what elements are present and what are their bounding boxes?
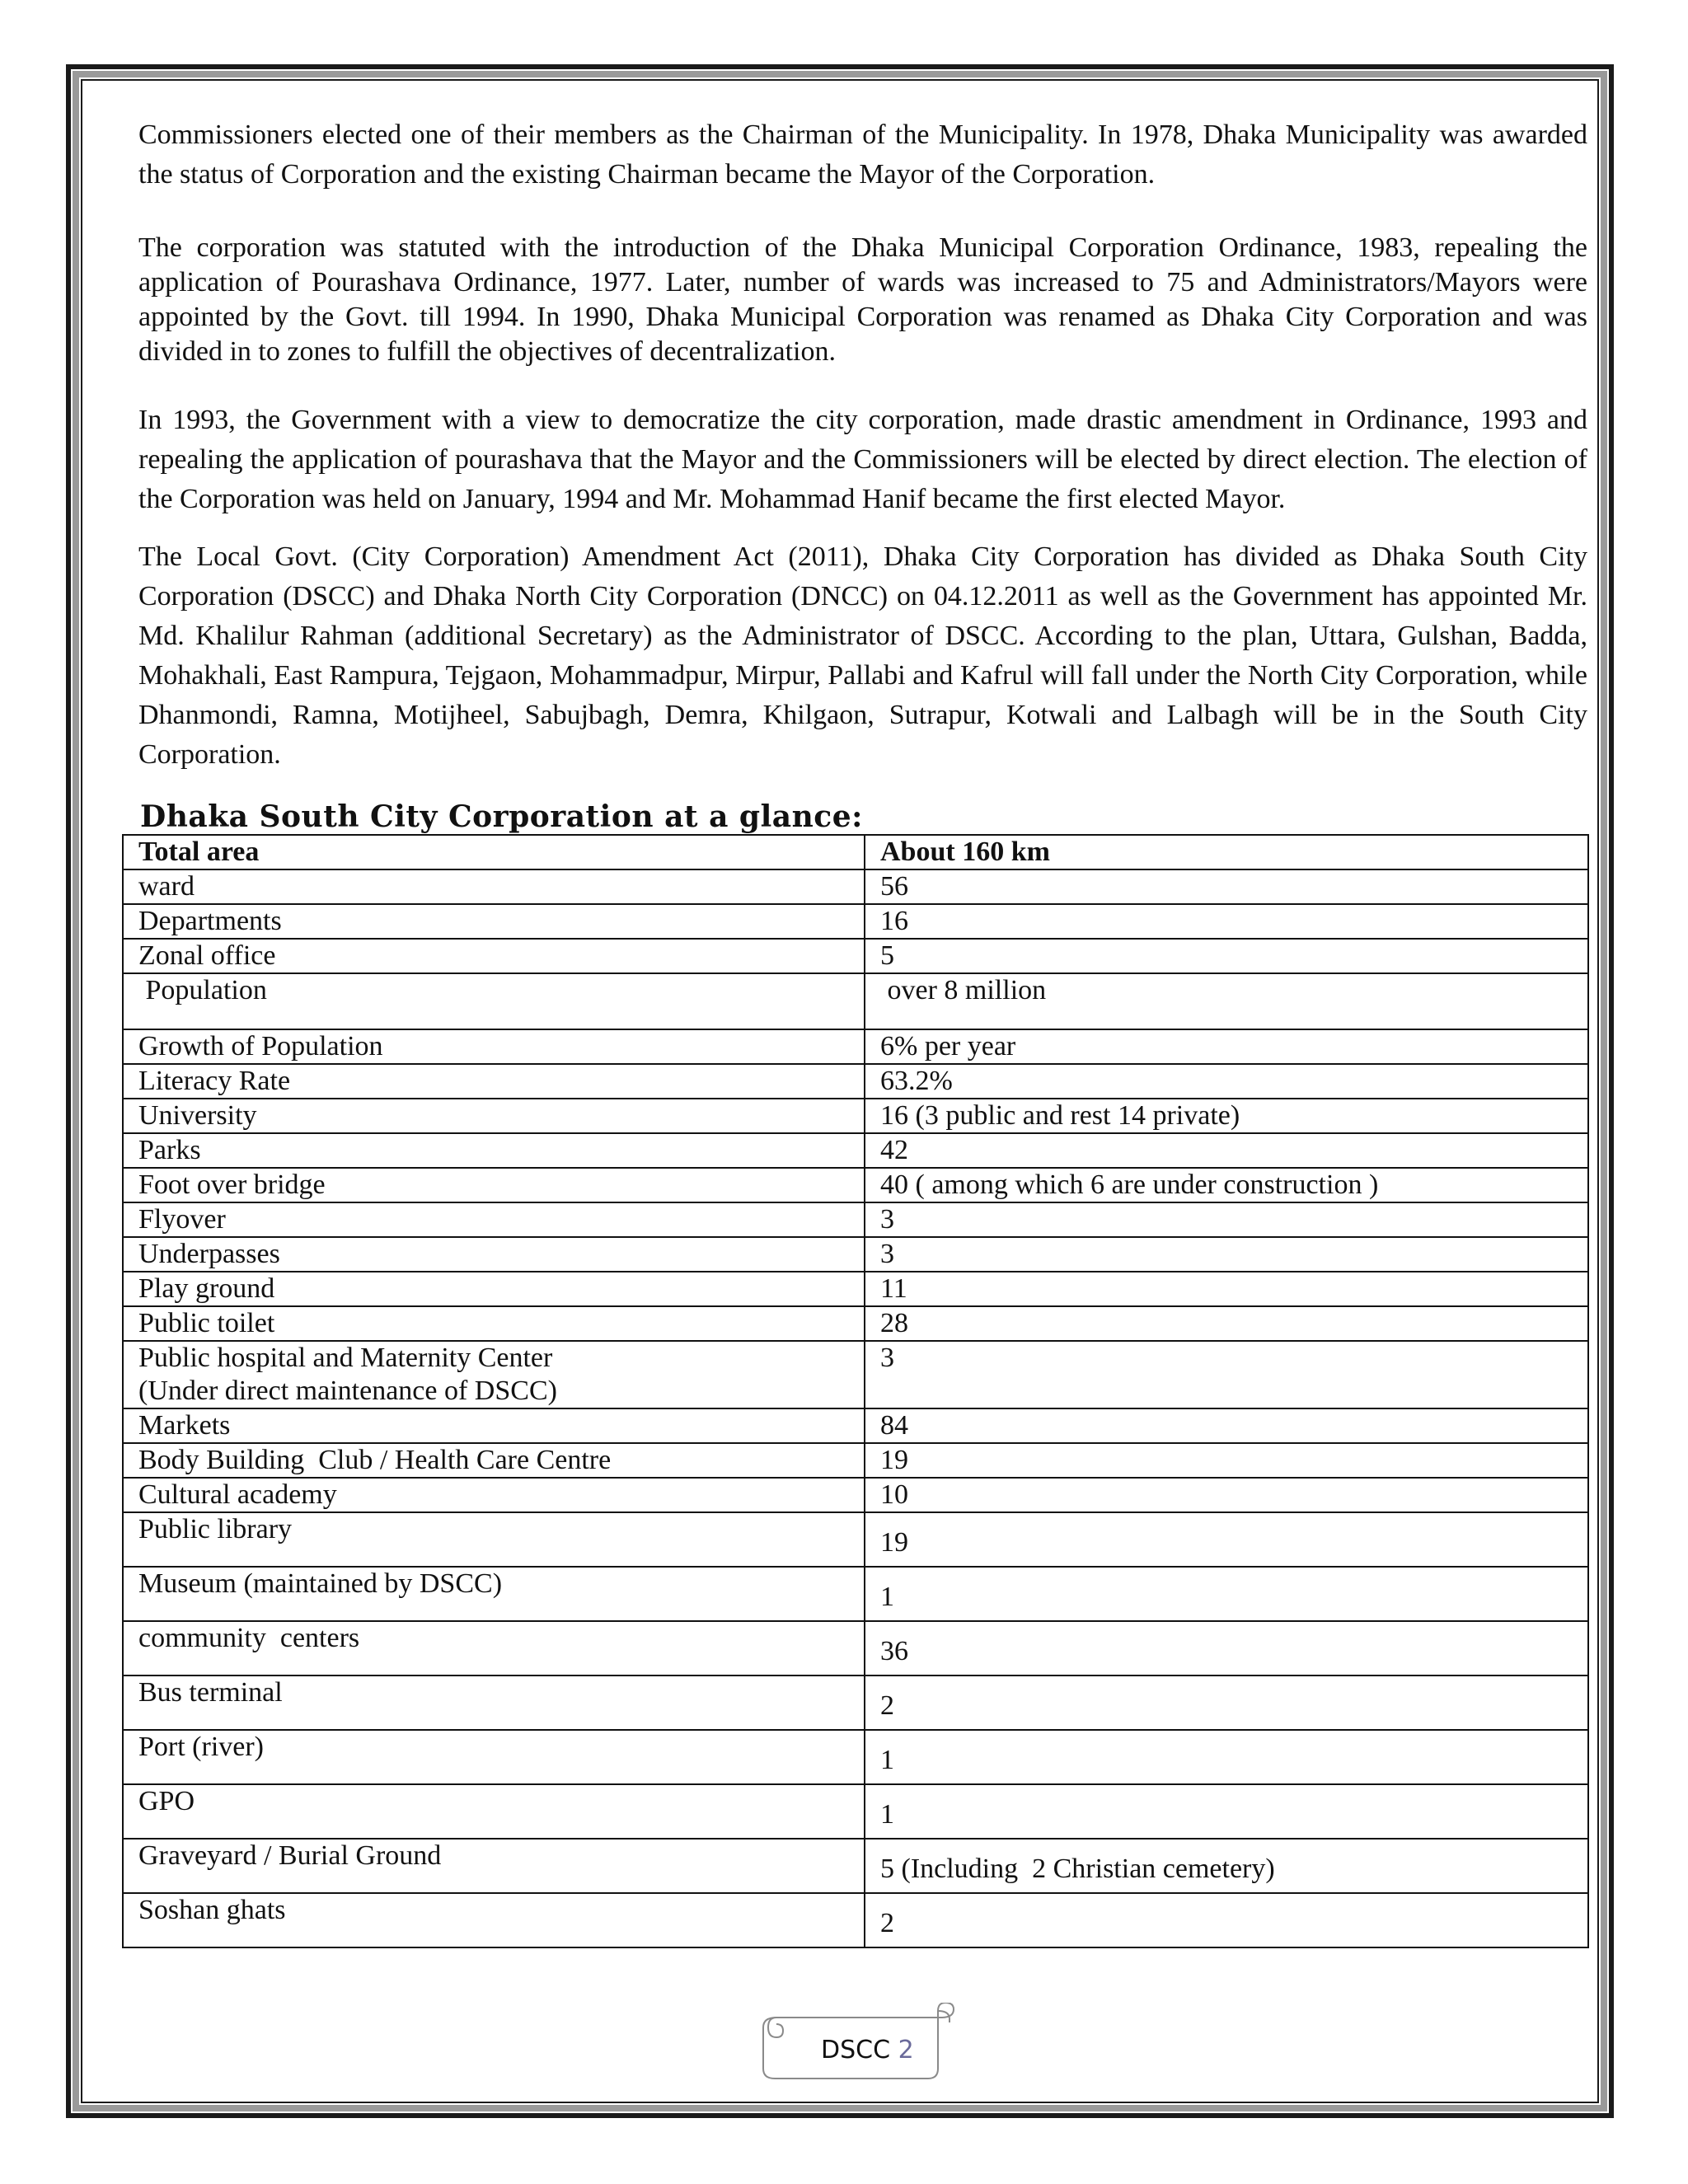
table-row (123, 1512, 1588, 1567)
table-cell: 3 (865, 1237, 1588, 1272)
table-cell: University (123, 1099, 865, 1133)
table-header-cell: About 160 km (865, 835, 1588, 869)
table-row (123, 973, 1588, 1029)
table-header-cell: Total area (123, 835, 865, 869)
table-cell: 16 (865, 904, 1588, 939)
table-cell: ward (123, 869, 865, 904)
paragraph-4: The Local Govt. (City Corporation) Amendment Act (2011), Dhaka City Corporation has divided as Dhaka South City Corporation (DSCC) and Dhaka North City Corporation (DNCC) on 04.12.2011 as well as the Government has appointed Mr. Md. Khalilur Rahman (additional Secretary) as the Administrator of DSCC. According to the plan, Uttara, Gulshan, Badda, Mohakhali, East Rampura, Tejgaon, Mohammadpur, Mirpur, Pallabi and Kafrul will fall under the North City Corporation, while Dhanmondi, Ramna, Motijheel, Sabujbagh, Demra, Khilgaon, Sutrapur, Kotwali and Lalbagh will be in the South City Corporation. (138, 541, 1587, 770)
table-row (123, 904, 1588, 939)
table-row (123, 1408, 1588, 1443)
table-cell: 3 (865, 1202, 1588, 1237)
table-row (123, 1730, 1588, 1784)
table-cell: Public toilet (123, 1306, 865, 1341)
table-cell: Body Building Club / Health Care Centre (123, 1443, 865, 1478)
table-cell: 1 (865, 1730, 1588, 1784)
paragraph-3: In 1993, the Government with a view to democratize the city corporation, made drastic amendment in Ordinance, 1993 and repealing the application of pourashava that the Mayor and the Commissioners will be elected by direct election. The election of the Corporation was held on January, 1994 and Mr. Mohammad Hanif became the first elected Mayor. (138, 405, 1587, 514)
table-cell: 36 (865, 1621, 1588, 1675)
table-row (123, 1784, 1588, 1839)
table-cell: Port (river) (123, 1730, 865, 1784)
glance-table (122, 834, 1589, 1948)
table-cell: Departments (123, 904, 865, 939)
table-row (123, 1567, 1588, 1621)
table-cell: Markets (123, 1408, 865, 1443)
table-row (123, 1202, 1588, 1237)
table-cell: Public hospital and Maternity Center (Under direct maintenance of DSCC) (123, 1341, 865, 1408)
table-cell: Museum (maintained by DSCC) (123, 1567, 865, 1621)
table-cell: 1 (865, 1567, 1588, 1621)
table-cell: 5 (865, 939, 1588, 973)
table-cell: 11 (865, 1272, 1588, 1306)
page-number: 2 (898, 2036, 914, 2064)
table-row (123, 1272, 1588, 1306)
table-cell: Population (123, 973, 865, 1029)
page-content (138, 115, 1587, 1948)
table-row (123, 1133, 1588, 1168)
table-cell: Bus terminal (123, 1675, 865, 1730)
table-cell: Underpasses (123, 1237, 865, 1272)
table-cell: 2 (865, 1893, 1588, 1947)
table-row (123, 1341, 1588, 1408)
table-cell: community centers (123, 1621, 865, 1675)
footer-label: DSCC (821, 2036, 891, 2064)
table-row (123, 1478, 1588, 1512)
table-cell: 19 (865, 1512, 1588, 1567)
table-cell: 19 (865, 1443, 1588, 1478)
table-cell: 3 (865, 1341, 1588, 1408)
table-row (123, 939, 1588, 973)
table-cell: Flyover (123, 1202, 865, 1237)
table-cell: Cultural academy (123, 1478, 865, 1512)
table-cell: Zonal office (123, 939, 865, 973)
table-row (123, 1621, 1588, 1675)
table-cell: Parks (123, 1133, 865, 1168)
table-cell: 1 (865, 1784, 1588, 1839)
paragraph-1: Commissioners elected one of their members as the Chairman of the Municipality. In 1978, Dhaka Municipality was awarded the status of Corporation and the existing Chairman became the Mayor of the Corporation. (138, 120, 1587, 190)
table-cell: 10 (865, 1478, 1588, 1512)
table-row (123, 1306, 1588, 1341)
paragraph-2: The corporation was statuted with the introduction of the Dhaka Municipal Corporation Ordinance, 1983, repealing the application of Pourashava Ordinance, 1977. Later, number of wards was increased to 75 and Administrators/Mayors were appointed by the Govt. till 1994. In 1990, Dhaka Municipal Corporation was renamed as Dhaka City Corporation and was divided in to zones to fulfill the objectives of decentralization. (138, 232, 1587, 367)
table-row (123, 1029, 1588, 1064)
table-cell: Literacy Rate (123, 1064, 865, 1099)
table-header-row (123, 835, 1588, 869)
table-cell: Growth of Population (123, 1029, 865, 1064)
table-cell: 16 (3 public and rest 14 private) (865, 1099, 1588, 1133)
glance-heading: Dhaka South City Corporation at a glance: (140, 799, 863, 834)
page-footer (821, 2036, 914, 2064)
table-row (123, 1168, 1588, 1202)
table-cell: over 8 million (865, 973, 1588, 1029)
table-cell: 2 (865, 1675, 1588, 1730)
table-cell: 5 (Including 2 Christian cemetery) (865, 1839, 1588, 1893)
table-cell: Play ground (123, 1272, 865, 1306)
table-cell: 28 (865, 1306, 1588, 1341)
table-cell: GPO (123, 1784, 865, 1839)
table-cell: Foot over bridge (123, 1168, 865, 1202)
table-row (123, 1099, 1588, 1133)
table-row (123, 1893, 1588, 1947)
table-row (123, 1443, 1588, 1478)
table-row (123, 1237, 1588, 1272)
table-cell: Soshan ghats (123, 1893, 865, 1947)
table-cell: 84 (865, 1408, 1588, 1443)
table-cell: 56 (865, 869, 1588, 904)
table-cell: Graveyard / Burial Ground (123, 1839, 865, 1893)
table-row (123, 1675, 1588, 1730)
table-row (123, 1064, 1588, 1099)
table-cell: Public library (123, 1512, 865, 1567)
table-cell: 40 ( among which 6 are under construction ) (865, 1168, 1588, 1202)
table-cell: 42 (865, 1133, 1588, 1168)
table-cell: 63.2% (865, 1064, 1588, 1099)
table-row (123, 869, 1588, 904)
table-cell: 6% per year (865, 1029, 1588, 1064)
table-row (123, 1839, 1588, 1893)
